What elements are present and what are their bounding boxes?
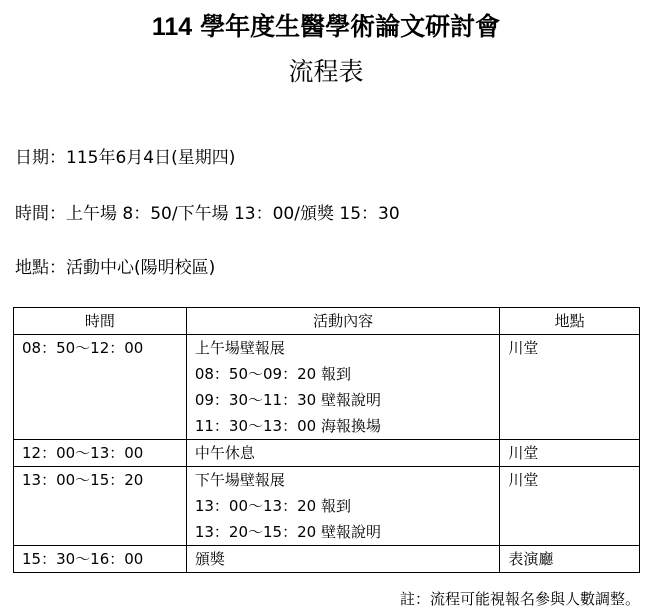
row-time-text: 08：50～12：00 bbox=[22, 339, 144, 357]
document-subtitle: 流程表 bbox=[288, 57, 364, 86]
row-time-text: 12：00～13：00 bbox=[22, 444, 144, 462]
activity-line: 下午場壁報展 bbox=[194, 471, 285, 489]
table-row bbox=[14, 440, 640, 467]
row-place-text: 川堂 bbox=[508, 339, 539, 357]
header-activity: 活動內容 bbox=[186, 308, 500, 335]
activity-line: 上午場壁報展 bbox=[194, 339, 285, 357]
table-row bbox=[14, 467, 640, 546]
event-time: 時間：上午場 8：50/下午場 13：00/頒獎 15：30 bbox=[15, 204, 400, 224]
row-time bbox=[14, 467, 187, 546]
table-row bbox=[14, 546, 640, 573]
document-title bbox=[0, 12, 652, 42]
activity-line: 08：50～09：20 報到 bbox=[194, 365, 351, 383]
activity-line: 中午休息 bbox=[194, 444, 255, 462]
row-activity bbox=[186, 440, 500, 467]
row-activity bbox=[186, 546, 500, 573]
row-time-text: 13：00～15：20 bbox=[22, 471, 144, 489]
event-name: 學年度生醫學術論文研討會 bbox=[200, 12, 501, 41]
activity-line: 09：30～11：30 壁報說明 bbox=[194, 391, 381, 409]
table-row bbox=[14, 335, 640, 440]
row-activity bbox=[186, 335, 500, 440]
header-place: 地點 bbox=[500, 308, 640, 335]
row-place-text: 川堂 bbox=[508, 444, 539, 462]
row-place-text: 川堂 bbox=[508, 471, 539, 489]
schedule-table bbox=[13, 307, 640, 573]
row-time-text: 15：30～16：00 bbox=[22, 550, 144, 568]
event-date: 日期：115年6月4日(星期四) bbox=[15, 148, 236, 168]
table-header-row bbox=[14, 308, 640, 335]
row-place bbox=[500, 546, 640, 573]
row-time bbox=[14, 335, 187, 440]
row-activity bbox=[186, 467, 500, 546]
row-time bbox=[14, 440, 187, 467]
academic-year: 114 bbox=[151, 13, 193, 41]
row-place bbox=[500, 467, 640, 546]
row-place bbox=[500, 440, 640, 467]
activity-line: 13：00～13：20 報到 bbox=[194, 497, 351, 515]
event-place: 地點：活動中心(陽明校區) bbox=[15, 258, 216, 278]
activity-line: 11：30～13：00 海報換場 bbox=[194, 417, 381, 435]
activity-line: 13：20～15：20 壁報說明 bbox=[194, 523, 381, 541]
row-place bbox=[500, 335, 640, 440]
activity-line: 頒獎 bbox=[194, 550, 225, 568]
footnote: 註：流程可能視報名參與人數調整。 bbox=[399, 590, 640, 608]
row-place-text: 表演廳 bbox=[508, 550, 554, 568]
row-time bbox=[14, 546, 187, 573]
header-time: 時間 bbox=[14, 308, 187, 335]
